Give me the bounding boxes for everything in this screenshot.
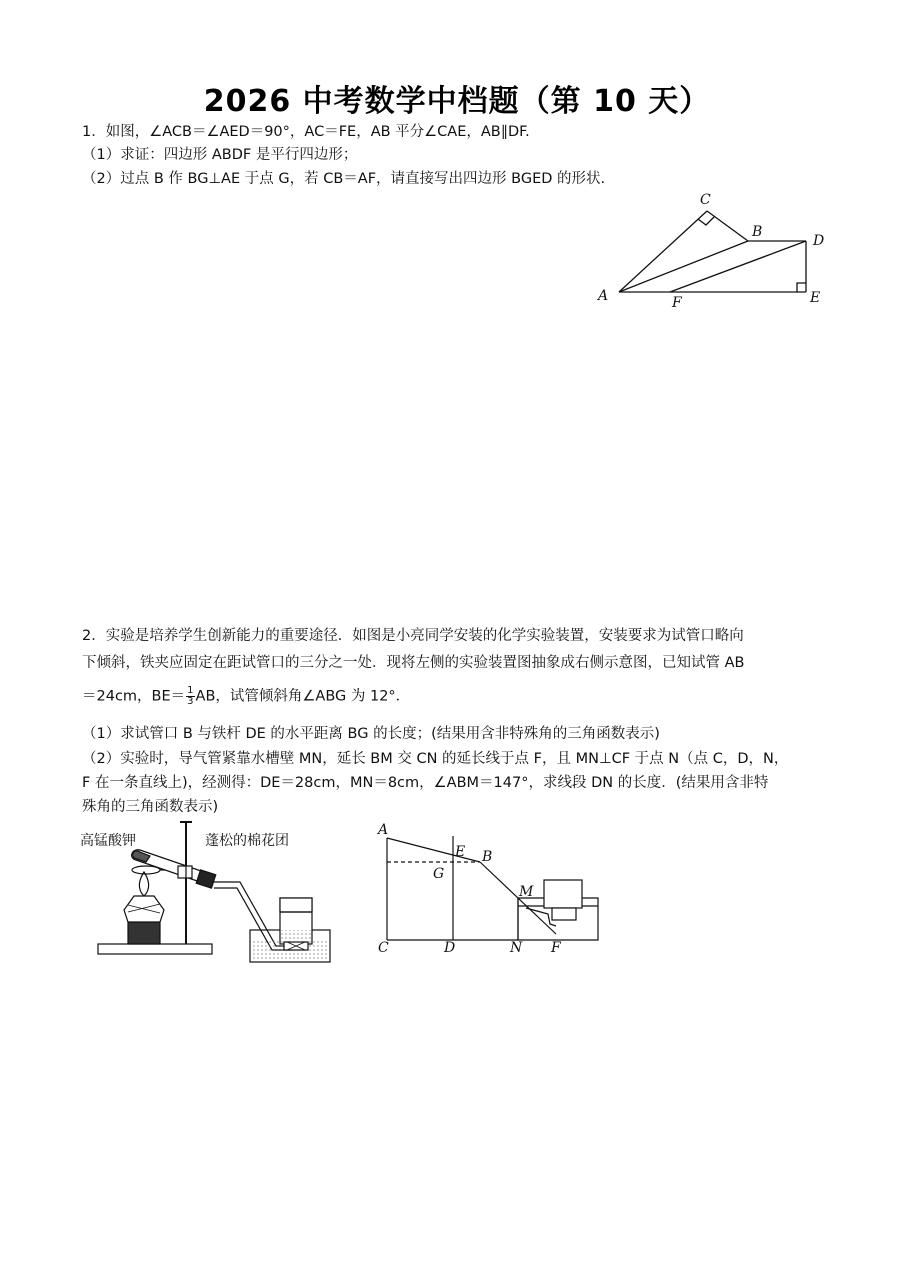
- label-d: D: [813, 233, 825, 249]
- label-e: E: [810, 290, 821, 306]
- q2-angle-text: AB，试管倾斜角∠ABG 为 12°．: [195, 688, 411, 705]
- q2-part1: （1）求试管口 B 与铁杆 DE 的水平距离 BG 的长度；(结果用含非特殊角的三角函数表示): [82, 726, 660, 742]
- label-b: B: [752, 224, 763, 240]
- label-a: A: [378, 822, 389, 838]
- flame: [139, 872, 148, 896]
- page-title: 2026 中考数学中档题（第 10 天）: [203, 84, 711, 119]
- label-f: F: [672, 295, 682, 311]
- q2-part2-line1: （2）实验时，导气管紧靠水槽壁 MN，延长 BM 交 CN 的延长线于点 F，且 MN⊥CF 于点 N（点 C，D，N，: [82, 751, 789, 767]
- label-cotton-ball: 蓬松的棉花团: [205, 833, 289, 849]
- q2-statement-line1: 2．实验是培养学生创新能力的重要途径．如图是小亮同学安装的化学实验装置，安装要求为试管口略向: [82, 628, 744, 644]
- label-c: C: [700, 192, 711, 208]
- q1-statement: 1．如图，∠ACB＝∠AED＝90°，AC＝FE，AB 平分∠CAE，AB∥DF.: [82, 124, 530, 140]
- q1-part2: （2）过点 B 作 BG⊥AE 于点 G，若 CB＝AF，请直接写出四边形 BGED 的形状.: [82, 171, 606, 187]
- segment-fd: [670, 241, 806, 292]
- label-e: E: [455, 844, 466, 860]
- label-n: N: [510, 940, 523, 956]
- fraction-denominator: 3: [187, 696, 194, 707]
- label-m: M: [519, 884, 534, 900]
- stand-base: [98, 944, 212, 954]
- stopper: [196, 870, 216, 888]
- right-angle-c: [698, 217, 714, 225]
- q2-part2-line3: 殊角的三角函数表示): [82, 799, 219, 815]
- q2-ab-length: ＝24cm，BE＝: [82, 688, 186, 705]
- q2-statement-line2: 下倾斜，铁夹应固定在距试管口的三分之一处．现将左侧的实验装置图抽象成右侧示意图，已知试管 AB: [82, 655, 745, 671]
- label-f: F: [551, 940, 561, 956]
- segment-ac: [619, 211, 707, 292]
- clamp: [178, 866, 192, 878]
- label-a: A: [598, 288, 609, 304]
- q1-figure: [590, 188, 840, 313]
- q1-part1: （1）求证：四边形 ABDF 是平行四边形；: [82, 147, 358, 163]
- segment-cb: [707, 211, 748, 241]
- q2-schematic-figure: [372, 818, 612, 958]
- q2-part2-line2: F 在一条直线上)，经测得：DE＝28cm，MN＝8cm，∠ABM＝147°，求线段 DN 的长度．(结果用含非特: [82, 775, 769, 791]
- right-angle-e: [797, 283, 806, 292]
- q2-apparatus-figure: [78, 820, 348, 970]
- label-b: B: [482, 849, 493, 865]
- segment-ab: [387, 838, 480, 862]
- label-d: D: [444, 940, 456, 956]
- label-g: G: [433, 866, 445, 882]
- shelf-schematic: [552, 908, 576, 920]
- label-potassium-permanganate: 高锰酸钾: [80, 833, 136, 849]
- segment-ab: [619, 241, 748, 292]
- q2-statement-line3: [82, 686, 410, 707]
- label-c: C: [378, 940, 389, 956]
- gas-jar-schematic: [544, 880, 582, 908]
- burner-block: [128, 922, 160, 944]
- fraction-one-third: [186, 686, 194, 707]
- fraction-numerator: 1: [187, 685, 194, 696]
